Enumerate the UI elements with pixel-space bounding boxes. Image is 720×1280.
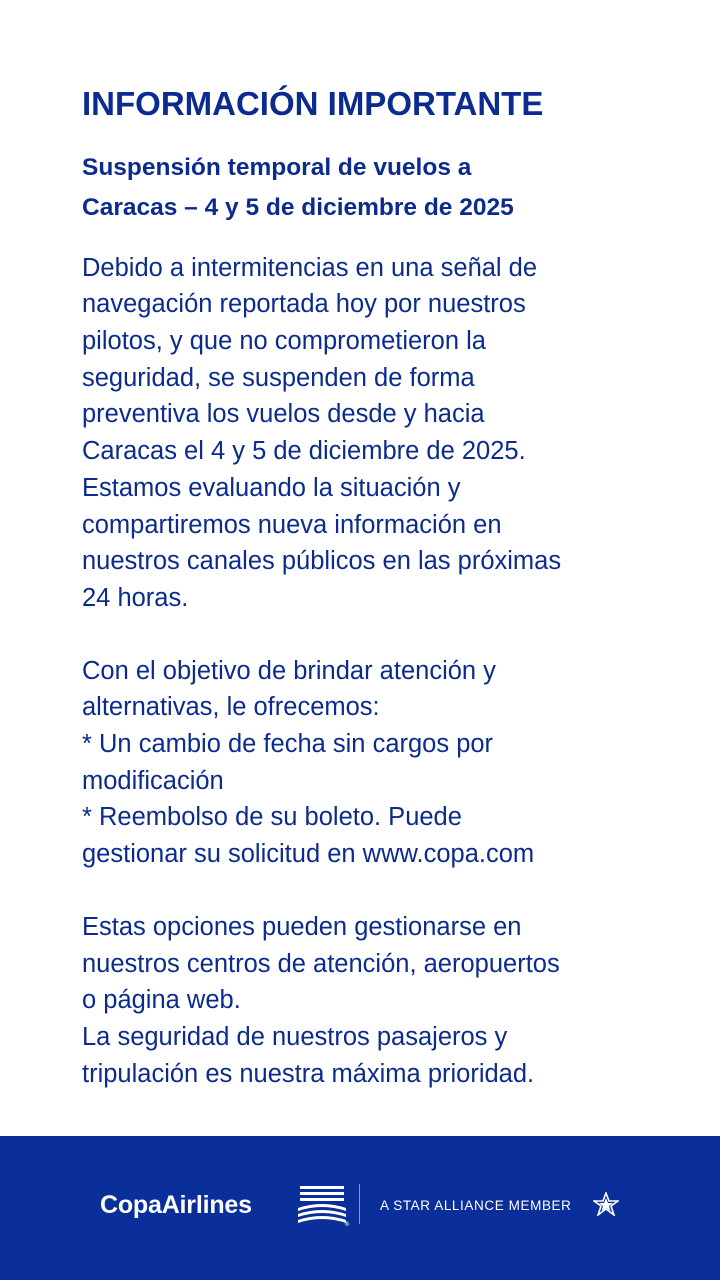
text-line: pilotos, y que no comprometieron la	[82, 327, 486, 355]
text-line: compartiremos nueva información en	[82, 510, 502, 539]
svg-text:®: ®	[344, 1221, 350, 1226]
text-line: gestionar su solicitud en www.copa.com	[82, 840, 535, 869]
text-line: navegación reportada hoy por nuestros	[82, 290, 526, 319]
text-line: La seguridad de nuestros pasajeros y	[82, 1022, 508, 1051]
subtitle-line: Caracas – 4 y 5 de diciembre de 2025	[82, 193, 514, 221]
notice-content	[82, 84, 682, 1092]
text-line: o página web.	[82, 986, 241, 1015]
copa-wing-logo-icon	[296, 1184, 350, 1226]
footer-divider	[359, 1184, 360, 1224]
text-line: 24 horas.	[82, 583, 189, 612]
footer-banner	[0, 1136, 720, 1280]
text-line: Estamos evaluando la situación y	[82, 473, 461, 502]
text-line: modificación	[82, 766, 224, 795]
text-line: Debido a intermitencias en una señal de	[82, 253, 538, 282]
paragraph-situation	[82, 250, 682, 617]
paragraph-closing	[82, 909, 682, 1093]
text-line: preventiva los vuelos desde y hacia	[82, 400, 485, 429]
subtitle-line: Suspensión temporal de vuelos a	[82, 153, 472, 181]
text-line: seguridad, se suspenden de forma	[82, 363, 475, 392]
option-bullet: * Un cambio de fecha sin cargos por	[82, 730, 494, 759]
paragraph-options	[82, 653, 682, 873]
notice-subtitle	[82, 148, 682, 228]
alliance-text: A STAR ALLIANCE MEMBER	[380, 1198, 572, 1213]
text-line: alternativas, le ofrecemos:	[82, 693, 380, 722]
text-line: tripulación es nuestra máxima prioridad.	[82, 1059, 535, 1088]
text-line: nuestros canales públicos en las próximas	[82, 547, 562, 576]
brand-name: CopaAirlines	[100, 1191, 252, 1219]
text-line: nuestros centros de atención, aeropuertos	[82, 949, 560, 978]
star-alliance-icon	[593, 1192, 619, 1216]
text-line: Estas opciones pueden gestionarse en	[82, 912, 522, 941]
text-line: Caracas el 4 y 5 de diciembre de 2025.	[82, 437, 526, 466]
notice-title: INFORMACIÓN IMPORTANTE	[82, 85, 544, 122]
text-line: Con el objetivo de brindar atención y	[82, 656, 496, 685]
option-bullet: * Reembolso de su boleto. Puede	[82, 803, 462, 832]
